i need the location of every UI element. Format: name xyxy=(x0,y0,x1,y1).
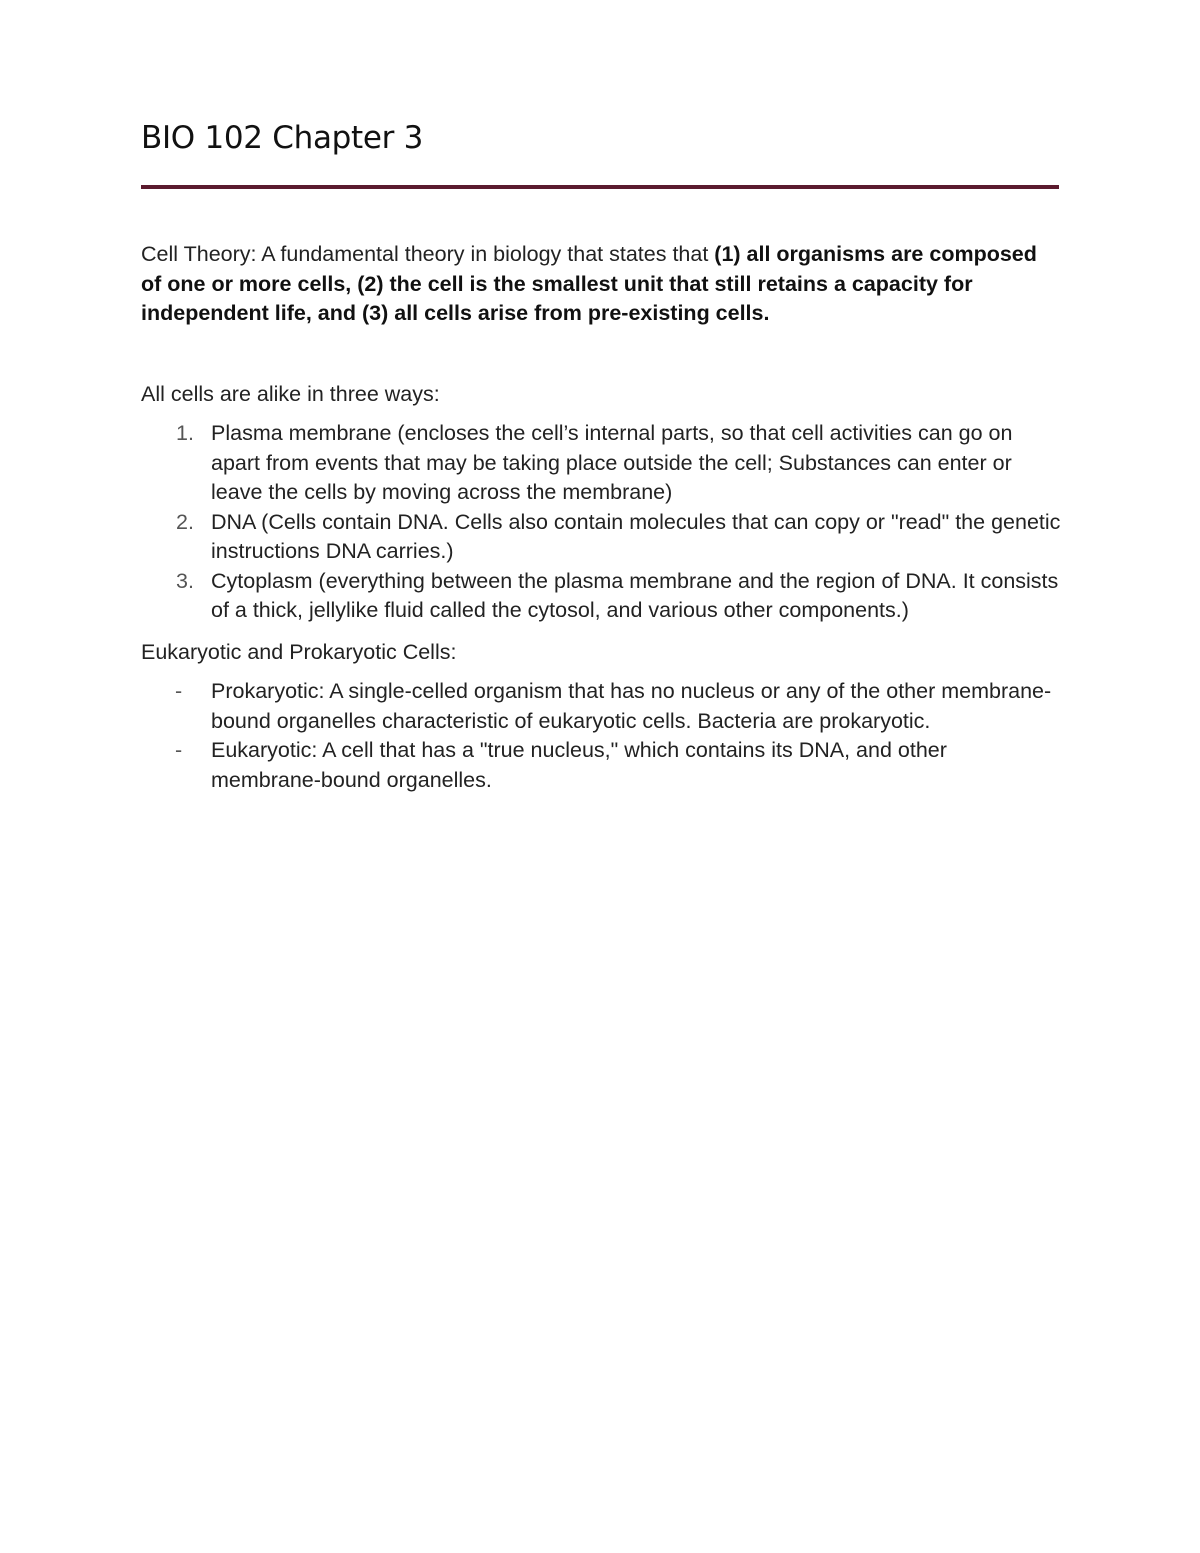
cell-theory-intro: Cell Theory: A fundamental theory in biology that states that xyxy=(141,242,715,266)
cell-theory-paragraph xyxy=(141,240,1061,329)
list-item-text: DNA (Cells contain DNA. Cells also contain molecules that can copy or "read" the genetic instructions DNA carries.) xyxy=(211,509,1061,563)
eukaryotic-prokaryotic-heading: Eukaryotic and Prokaryotic Cells: xyxy=(141,639,457,664)
list-item xyxy=(141,677,1061,736)
document-body xyxy=(141,240,1061,795)
list-item-text: Cytoplasm (everything between the plasma membrane and the region of DNA. It consists of a thick, jellylike fluid called the cytosol, and various other components.) xyxy=(211,568,1059,622)
list-item xyxy=(141,419,1061,508)
list-item xyxy=(141,736,1061,795)
cell-types-list xyxy=(141,677,1061,795)
list-marker: - xyxy=(175,738,183,762)
list-item-text: Plasma membrane (encloses the cell’s internal parts, so that cell activities can go on apart from events that may be taking place outside the cell; Substances can enter or leave the cells by moving across the membrane) xyxy=(211,421,1013,504)
list-item xyxy=(141,508,1061,567)
page-title: BIO 102 Chapter 3 xyxy=(141,120,424,156)
alike-list xyxy=(141,419,1061,626)
alike-heading: All cells are alike in three ways: xyxy=(141,381,440,406)
list-marker: - xyxy=(175,679,183,703)
title-divider xyxy=(141,185,1059,189)
list-item-text: Eukaryotic: A cell that has a "true nucleus," which contains its DNA, and other membrane-bound organelles. xyxy=(211,738,947,792)
cell-theory-principles: (1) all organisms are composed of one or more cells, (2) the cell is the smallest unit that still retains a capacity for independent life, and (3) all cells arise from pre-existing cells. xyxy=(141,242,1037,325)
list-item-text: Prokaryotic: A single-celled organism that has no nucleus or any of the other membrane-bound organelles characteristic of eukaryotic cells. Bacteria are prokaryotic. xyxy=(211,679,1052,733)
list-item xyxy=(141,567,1061,626)
list-marker: 1. xyxy=(176,421,194,445)
list-marker: 3. xyxy=(176,568,194,593)
list-marker: 2. xyxy=(176,509,194,534)
